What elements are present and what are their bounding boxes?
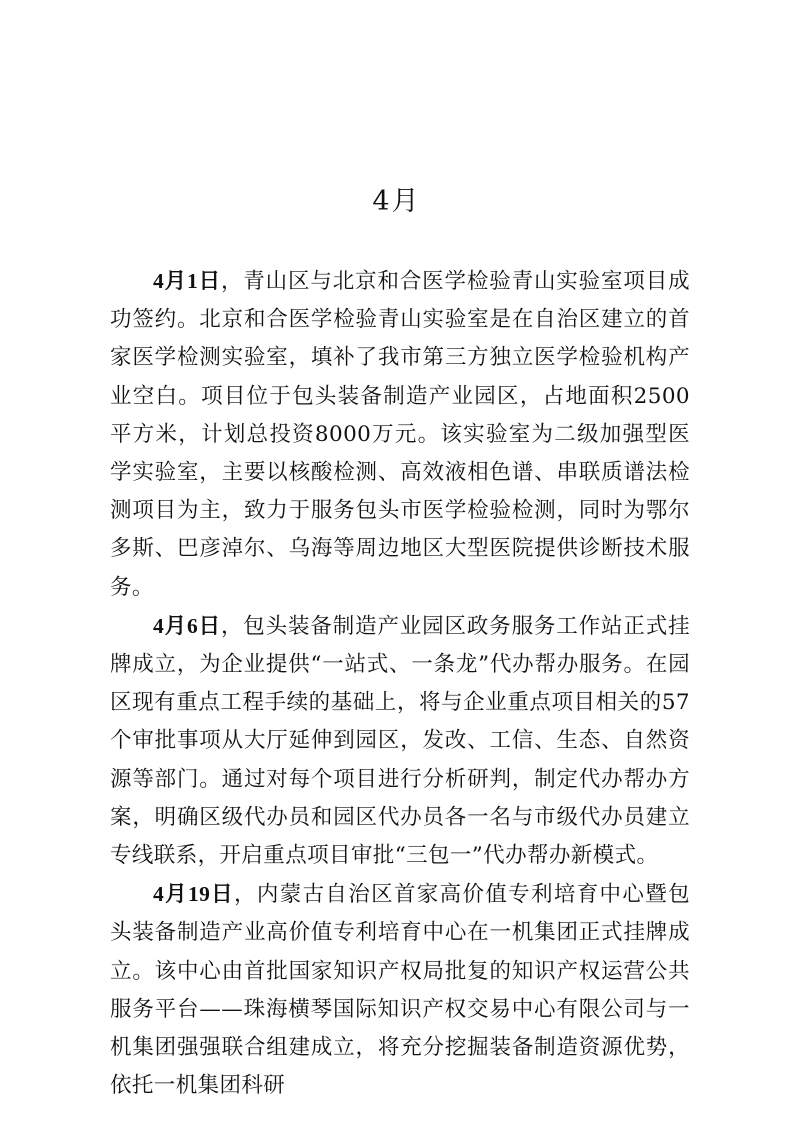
paragraph-april-1	[110, 262, 690, 607]
paragraph-date: 4月6日	[153, 613, 221, 638]
page-title: 4月	[372, 186, 421, 217]
document-body	[110, 262, 690, 1105]
paragraph-date: 4月1日	[153, 269, 221, 293]
paragraph-text: ，青山区与北京和合医学检验青山实验室项目成功签约。北京和合医学检验青山实验室是在自治区建立的首家医学检测实验室，填补了我市第三方独立医学检验机构产业空白。项目位于包头装备制造产业园区，占地面积2500平方米，计划总投资8000万元。该实验室为二级加强型医学实验室，主要以核酸检测、高效液相色谱、串联质谱法检测项目为主，致力于服务包头市医学检验检测，同时为鄂尔多斯、巴彦淖尔、乌海等周边地区大型医院提供诊断技术服务。	[110, 269, 690, 600]
paragraph-april-19	[110, 875, 690, 1105]
paragraph-text: ，内蒙古自治区首家高价值专利培育中心暨包头装备制造产业高价值专利培育中心在一机集团正式挂牌成立。该中心由首批国家知识产权局批复的知识产权运营公共服务平台——珠海横琴国际知识产权交易中心有限公司与一机集团强强联合组建成立，将充分挖掘装备制造资源优势，依托一机集团科研	[110, 882, 690, 1099]
paragraph-date: 4月19日	[153, 882, 235, 907]
paragraph-april-6	[110, 607, 690, 875]
paragraph-text: ，包头装备制造产业园区政务服务工作站正式挂牌成立，为企业提供“一站式、一条龙”代办帮办服务。在园区现有重点工程手续的基础上，将与企业重点项目相关的57个审批事项从大厅延伸到园区，发改、工信、生态、自然资源等部门。通过对每个项目进行分析研判，制定代办帮办方案，明确区级代办员和园区代办员各一名与市级代办员建立专线联系，开启重点项目审批“三包一”代办帮办新模式。	[110, 613, 690, 869]
